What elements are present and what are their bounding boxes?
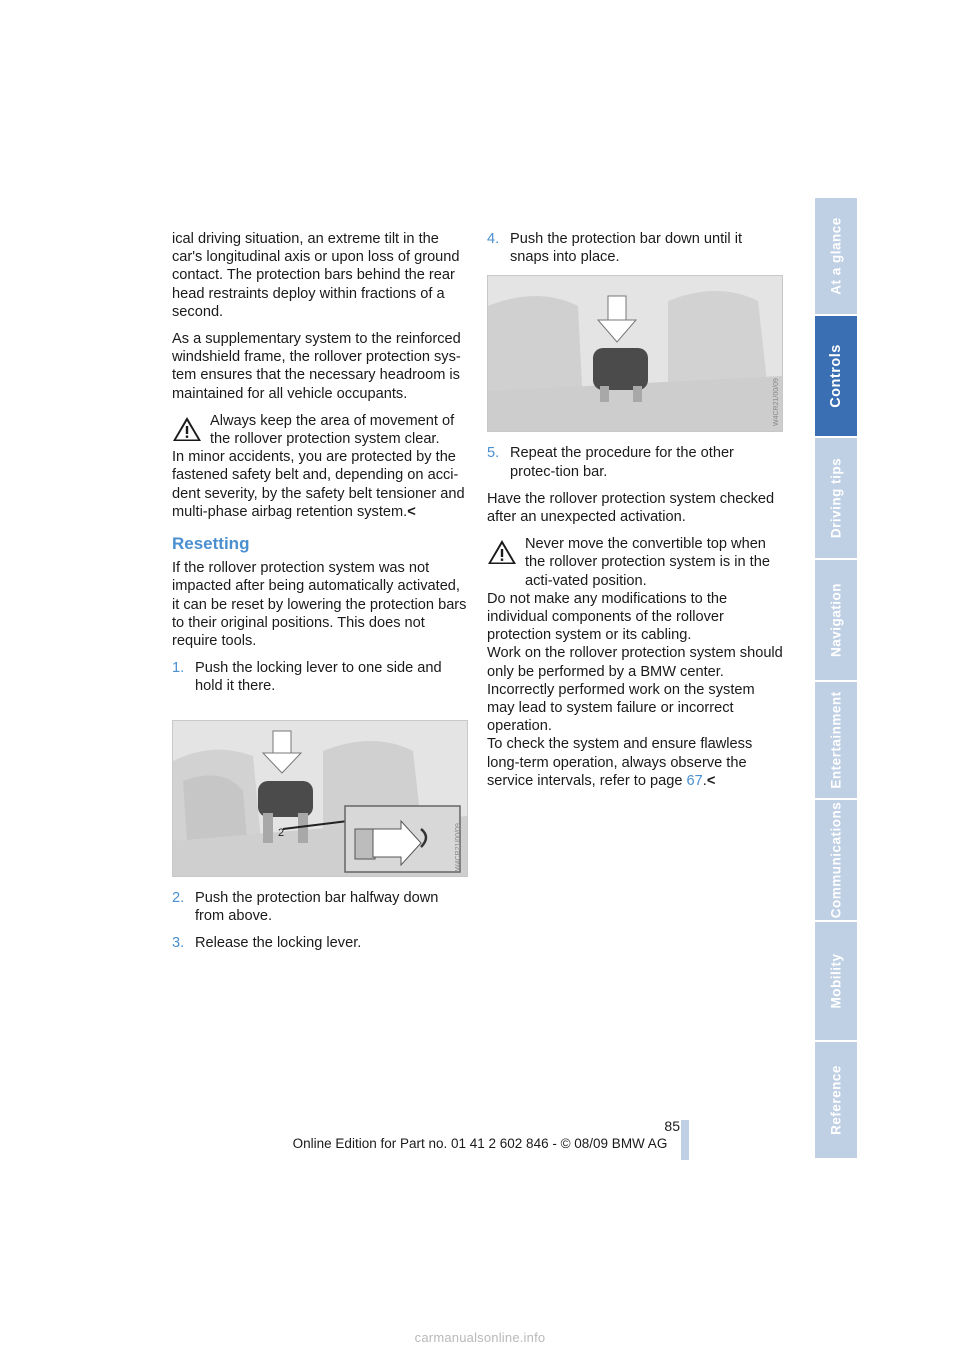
step-item: [172, 934, 468, 952]
warning-block: [487, 535, 783, 790]
step-number: 5.: [487, 445, 500, 462]
step-text: Push the locking lever to one side and hold it there.: [195, 660, 442, 695]
tab-label: Controls: [828, 344, 844, 408]
tab-label: Communications: [828, 801, 844, 919]
left-column: [172, 230, 468, 961]
step-number: 3.: [172, 935, 185, 952]
warning-text: To check the system and ensure flawless long-term operation, always observe the service intervals, refer to page: [487, 736, 753, 789]
end-mark: <: [706, 772, 716, 789]
page-link[interactable]: 67: [686, 772, 703, 789]
figure-code: W4CR21/00/09: [773, 378, 780, 427]
step-item: [487, 444, 783, 480]
svg-text:2: 2: [278, 826, 285, 839]
tab-label: Entertainment: [828, 691, 844, 789]
illustration-svg: [173, 721, 467, 876]
tab-controls[interactable]: [815, 316, 857, 438]
step-item: [172, 659, 468, 695]
tab-driving-tips[interactable]: [815, 438, 857, 560]
warning-icon: [172, 416, 202, 442]
watermark: carmanualsonline.info: [414, 1330, 546, 1345]
step-item: [172, 889, 468, 925]
warning-icon: [487, 539, 517, 565]
tab-communications[interactable]: [815, 800, 857, 922]
right-column: [487, 230, 783, 799]
resetting-paragraph: If the rollover protection system was not impacted after being automatically activated, it can be reset by lowering the protection bars to their original positions. This does not require tools.: [172, 560, 467, 650]
warning-block: [172, 412, 468, 521]
check-paragraph: Have the rollover protection system checked after an unexpected activation.: [487, 490, 775, 526]
step-text: Repeat the procedure for the other protec-tion bar.: [510, 445, 734, 480]
tab-mobility[interactable]: [815, 922, 857, 1042]
step-item: [487, 230, 783, 266]
footer-text: Online Edition for Part no. 01 41 2 602 846 - © 08/09 BMW AG: [292, 1136, 668, 1151]
tab-label: Driving tips: [828, 457, 844, 539]
tab-entertainment[interactable]: [815, 682, 857, 800]
warning-continuation: In minor accidents, you are protected by the fastened safety belt and, depending on acci-dent severity, by the safety belt tensioner and multi-phase airbag retention system.: [172, 449, 465, 520]
tab-label: Navigation: [828, 582, 844, 658]
warning-text: Never move the convertible top when the rollover protection system is in the acti-vated position.: [525, 536, 770, 589]
locking-lever-illustration: [172, 720, 468, 877]
end-mark: <: [407, 503, 416, 520]
step-text: Push the protection bar down until it snaps into place.: [510, 231, 743, 266]
chapter-tabs: [815, 198, 857, 1160]
illustration-svg: [488, 276, 782, 431]
figure-code: W4CR21/00/09: [455, 822, 462, 871]
warning-text: Always keep the area of movement of the rollover protection system clear.: [210, 412, 455, 448]
intro-paragraph: ical driving situation, an extreme tilt in the car's longitudinal axis or upon loss of ground contact. The protection bars behind the rear head restraints deploy within fractions of a second.: [172, 231, 460, 320]
warning-paragraph: [487, 735, 783, 790]
tab-label: Mobility: [828, 953, 844, 1009]
step-number: 1.: [172, 660, 185, 677]
page-number: 85: [664, 1118, 680, 1134]
warning-paragraph: Work on the rollover protection system should only be performed by a BMW center. Incorrectly performed work on the system may lead to system failure or incorrect operation.: [487, 645, 783, 735]
tab-navigation[interactable]: [815, 560, 857, 682]
step-text: Push the protection bar halfway down from above.: [195, 889, 439, 924]
tab-label: At a glance: [828, 217, 844, 295]
step-text: Release the locking lever.: [195, 935, 362, 952]
period: .: [702, 772, 707, 789]
tab-label: Reference: [828, 1065, 844, 1135]
step-number: 2.: [172, 889, 185, 906]
step-number: 4.: [487, 231, 500, 247]
warning-paragraph: Do not make any modifications to the individual components of the rollover protection system or its cabling.: [487, 590, 728, 644]
section-heading: Resetting: [172, 534, 250, 554]
protection-bar-illustration: [487, 275, 783, 432]
supplementary-paragraph: As a supplementary system to the reinforced windshield frame, the rollover protection sys-tem ensures that the necessary headroom is maintained for all vehicle occupants.: [172, 331, 461, 402]
tab-at-a-glance[interactable]: [815, 198, 857, 316]
